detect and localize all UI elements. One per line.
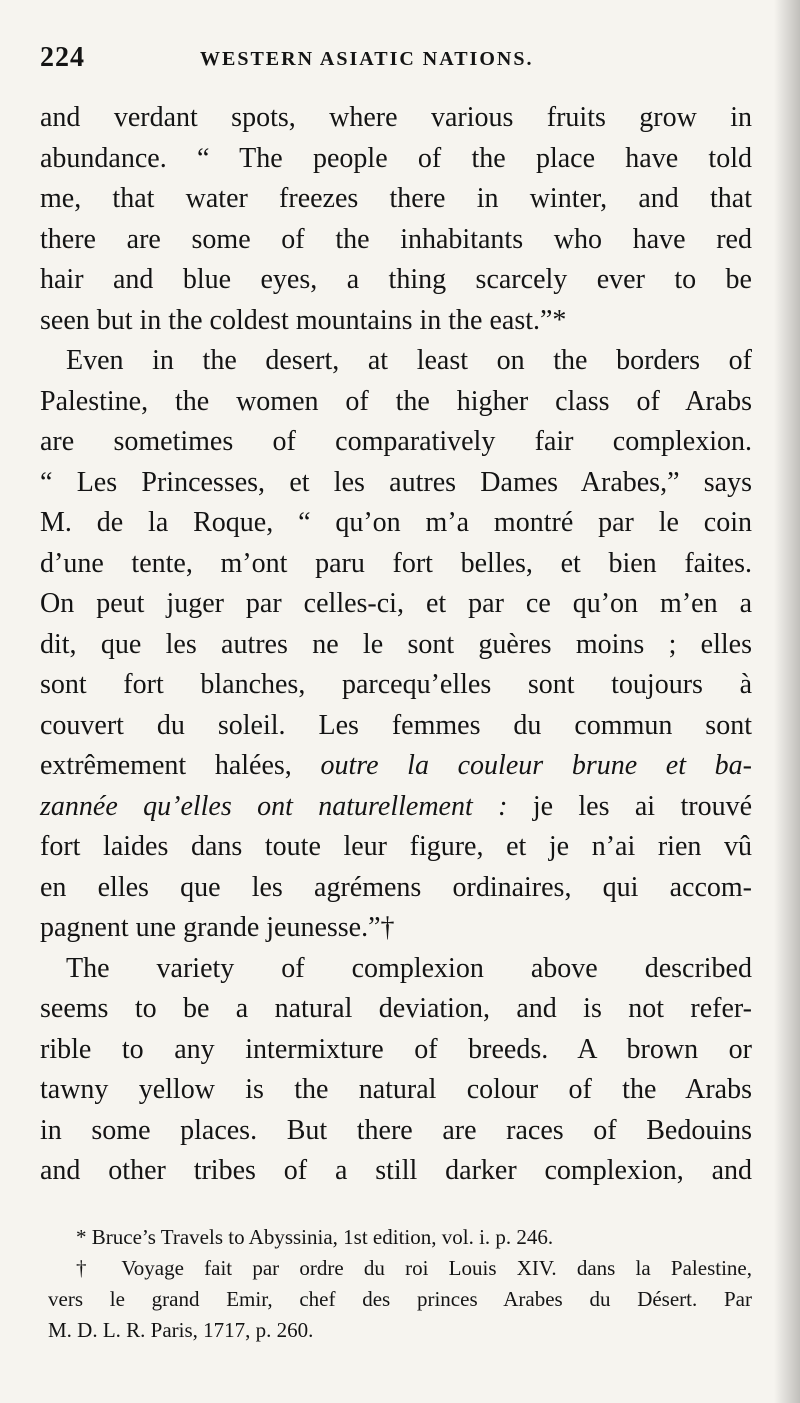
text-line: and verdant spots, where various fruits grow in xyxy=(40,102,752,133)
text-line: Palestine, the women of the higher class of Arabs xyxy=(40,385,752,417)
text-line: The variety of complexion above described xyxy=(66,952,752,984)
text-line: me, that water freezes there in winter, and that xyxy=(40,183,752,214)
italic-fragment: zannée qu’elles ont naturellement : xyxy=(40,790,508,822)
text-line: rible to any intermixture of breeds. A brown or xyxy=(40,1033,752,1065)
text-fragment: extrêmement halées, xyxy=(40,750,292,781)
text-line-mixed xyxy=(40,746,752,787)
footnote: † Voyage fait par ordre du roi Louis XIV. dans la Palestine, xyxy=(76,1256,752,1280)
italic-fragment: outre la couleur brune et ba- xyxy=(320,750,752,781)
text-line: sont fort blanches, parcequ’elles sont toujours à xyxy=(40,669,752,700)
text-line: there are some of the inhabitants who have red xyxy=(40,223,752,255)
body-text xyxy=(40,98,752,1192)
text-line: fort laides dans toute leur figure, et je n’ai rien vû xyxy=(40,831,752,862)
text-line: in some places. But there are races of Bedouins xyxy=(40,1114,752,1146)
text-line: tawny yellow is the natural colour of the Arabs xyxy=(40,1074,752,1105)
footnote-continuation: vers le grand Emir, chef des princes Arabes du Désert. Par xyxy=(48,1287,752,1311)
running-head: WESTERN ASIATIC NATIONS. xyxy=(200,48,534,70)
text-line: en elles que les agrémens ordinaires, qui accom- xyxy=(40,871,752,903)
text-fragment: je les ai trouvé xyxy=(532,790,752,822)
text-line: couvert du soleil. Les femmes du commun sont xyxy=(40,709,752,741)
text-line: Even in the desert, at least on the borders of xyxy=(66,345,752,376)
text-line: “ Les Princesses, et les autres Dames Arabes,” says xyxy=(40,466,752,498)
text-line: d’une tente, m’ont paru fort belles, et bien faites. xyxy=(40,547,752,579)
footnotes xyxy=(48,1222,752,1346)
page-header xyxy=(40,42,750,82)
text-line: are sometimes of comparatively fair complexion. xyxy=(40,426,752,457)
footnote: * Bruce’s Travels to Abyssinia, 1st edition, vol. i. p. 246. xyxy=(76,1225,554,1249)
text-line: abundance. “ The people of the place have told xyxy=(40,142,752,174)
text-line: hair and blue eyes, a thing scarcely ever to be xyxy=(40,264,752,295)
footnote-continuation: M. D. L. R. Paris, 1717, p. 260. xyxy=(48,1318,314,1342)
text-line: M. de la Roque, “ qu’on m’a montré par le coin xyxy=(40,507,752,538)
text-line-mixed xyxy=(40,787,752,828)
text-line: seems to be a natural deviation, and is not refer- xyxy=(40,993,752,1024)
page-edge-shadow xyxy=(774,0,800,1403)
text-line: dit, que les autres ne le sont guères moins ; elles xyxy=(40,628,752,660)
page-number: 224 xyxy=(40,42,85,73)
text-line: seen but in the coldest mountains in the east.”* xyxy=(40,304,567,336)
text-line: and other tribes of a still darker complexion, and xyxy=(40,1155,752,1186)
text-line: pagnent une grande jeunesse.”† xyxy=(40,912,395,943)
text-line: On peut juger par celles-ci, et par ce qu’on m’en a xyxy=(40,588,752,619)
